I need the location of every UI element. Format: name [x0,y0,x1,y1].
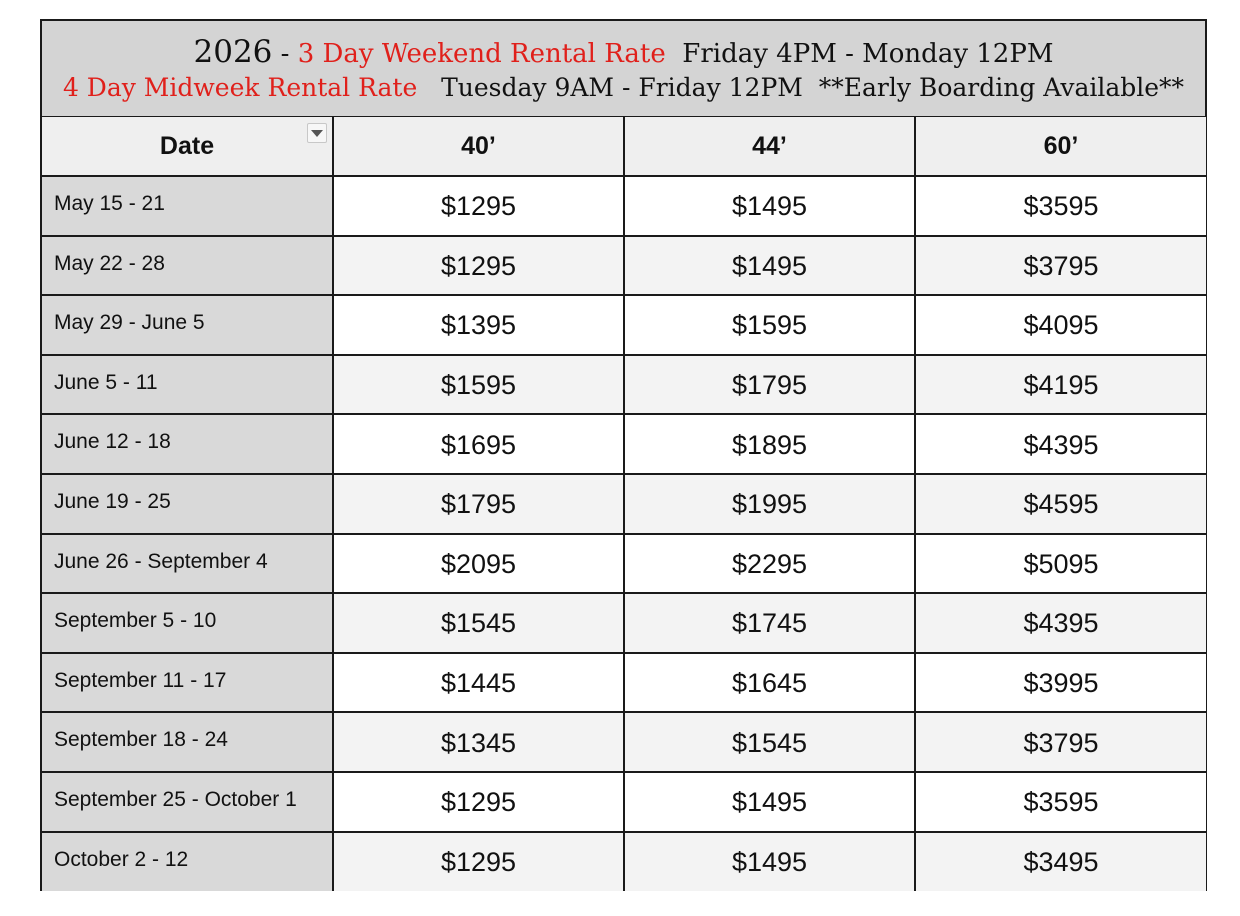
price-44ft: $1995 [624,474,915,534]
price-44ft: $1545 [624,712,915,772]
table-row [42,832,1206,892]
table-row [42,593,1206,653]
price-60ft: $3595 [915,772,1206,832]
price-60ft: $4095 [915,295,1206,355]
banner-line-weekend [42,35,1205,71]
price-60ft: $3795 [915,236,1206,296]
table-row [42,474,1206,534]
price-60ft: $4395 [915,593,1206,653]
date-cell: June 19 - 25 [42,474,333,534]
date-cell: September 18 - 24 [42,712,333,772]
header-44ft: 44’ [624,117,915,176]
price-60ft: $3495 [915,832,1206,892]
rental-banner [42,21,1205,118]
table-header-row [42,117,1206,176]
price-40ft: $1545 [333,593,624,653]
date-cell: May 29 - June 5 [42,295,333,355]
banner-year: 2026 [193,34,273,70]
price-60ft: $3795 [915,712,1206,772]
price-40ft: $1295 [333,772,624,832]
price-60ft: $5095 [915,534,1206,594]
date-cell: September 5 - 10 [42,593,333,653]
price-60ft: $3595 [915,176,1206,236]
midweek-hours: Tuesday 9AM - Friday 12PM [441,73,803,102]
price-44ft: $1495 [624,176,915,236]
price-40ft: $1795 [333,474,624,534]
price-40ft: $2095 [333,534,624,594]
price-40ft: $1345 [333,712,624,772]
price-60ft: $3995 [915,653,1206,713]
rate-sheet [40,19,1207,891]
price-40ft: $1295 [333,236,624,296]
table-row [42,712,1206,772]
table-row [42,534,1206,594]
table-row [42,295,1206,355]
table-row [42,355,1206,415]
date-cell: June 12 - 18 [42,414,333,474]
price-44ft: $1495 [624,236,915,296]
price-44ft: $1595 [624,295,915,355]
date-cell: September 11 - 17 [42,653,333,713]
price-44ft: $1745 [624,593,915,653]
price-40ft: $1445 [333,653,624,713]
price-44ft: $1645 [624,653,915,713]
header-40ft: 40’ [333,117,624,176]
price-40ft: $1595 [333,355,624,415]
table-row [42,176,1206,236]
table-body [42,176,1206,891]
price-44ft: $1895 [624,414,915,474]
midweek-rate-label: 4 Day Midweek Rental Rate [62,73,418,102]
rates-table [42,117,1206,891]
banner-dash: - [272,39,298,69]
price-60ft: $4395 [915,414,1206,474]
price-44ft: $1795 [624,355,915,415]
price-44ft: $2295 [624,534,915,594]
date-cell: May 22 - 28 [42,236,333,296]
weekend-rate-label: 3 Day Weekend Rental Rate [297,39,666,69]
table-row [42,772,1206,832]
price-40ft: $1395 [333,295,624,355]
banner-line-midweek [42,72,1205,104]
date-cell: June 5 - 11 [42,355,333,415]
price-40ft: $1295 [333,176,624,236]
price-44ft: $1495 [624,772,915,832]
header-60ft: 60’ [915,117,1206,176]
price-60ft: $4595 [915,474,1206,534]
header-date-label: Date [159,131,215,160]
date-cell: June 26 - September 4 [42,534,333,594]
price-40ft: $1695 [333,414,624,474]
price-60ft: $4195 [915,355,1206,415]
table-row [42,236,1206,296]
header-date [42,117,333,176]
table-row [42,414,1206,474]
early-boarding-note: **Early Boarding Available** [818,73,1185,102]
dropdown-arrow-icon[interactable] [307,123,327,143]
date-cell: October 2 - 12 [42,832,333,892]
price-44ft: $1495 [624,832,915,892]
price-40ft: $1295 [333,832,624,892]
date-cell: September 25 - October 1 [42,772,333,832]
weekend-hours: Friday 4PM - Monday 12PM [682,39,1054,69]
table-row [42,653,1206,713]
date-cell: May 15 - 21 [42,176,333,236]
